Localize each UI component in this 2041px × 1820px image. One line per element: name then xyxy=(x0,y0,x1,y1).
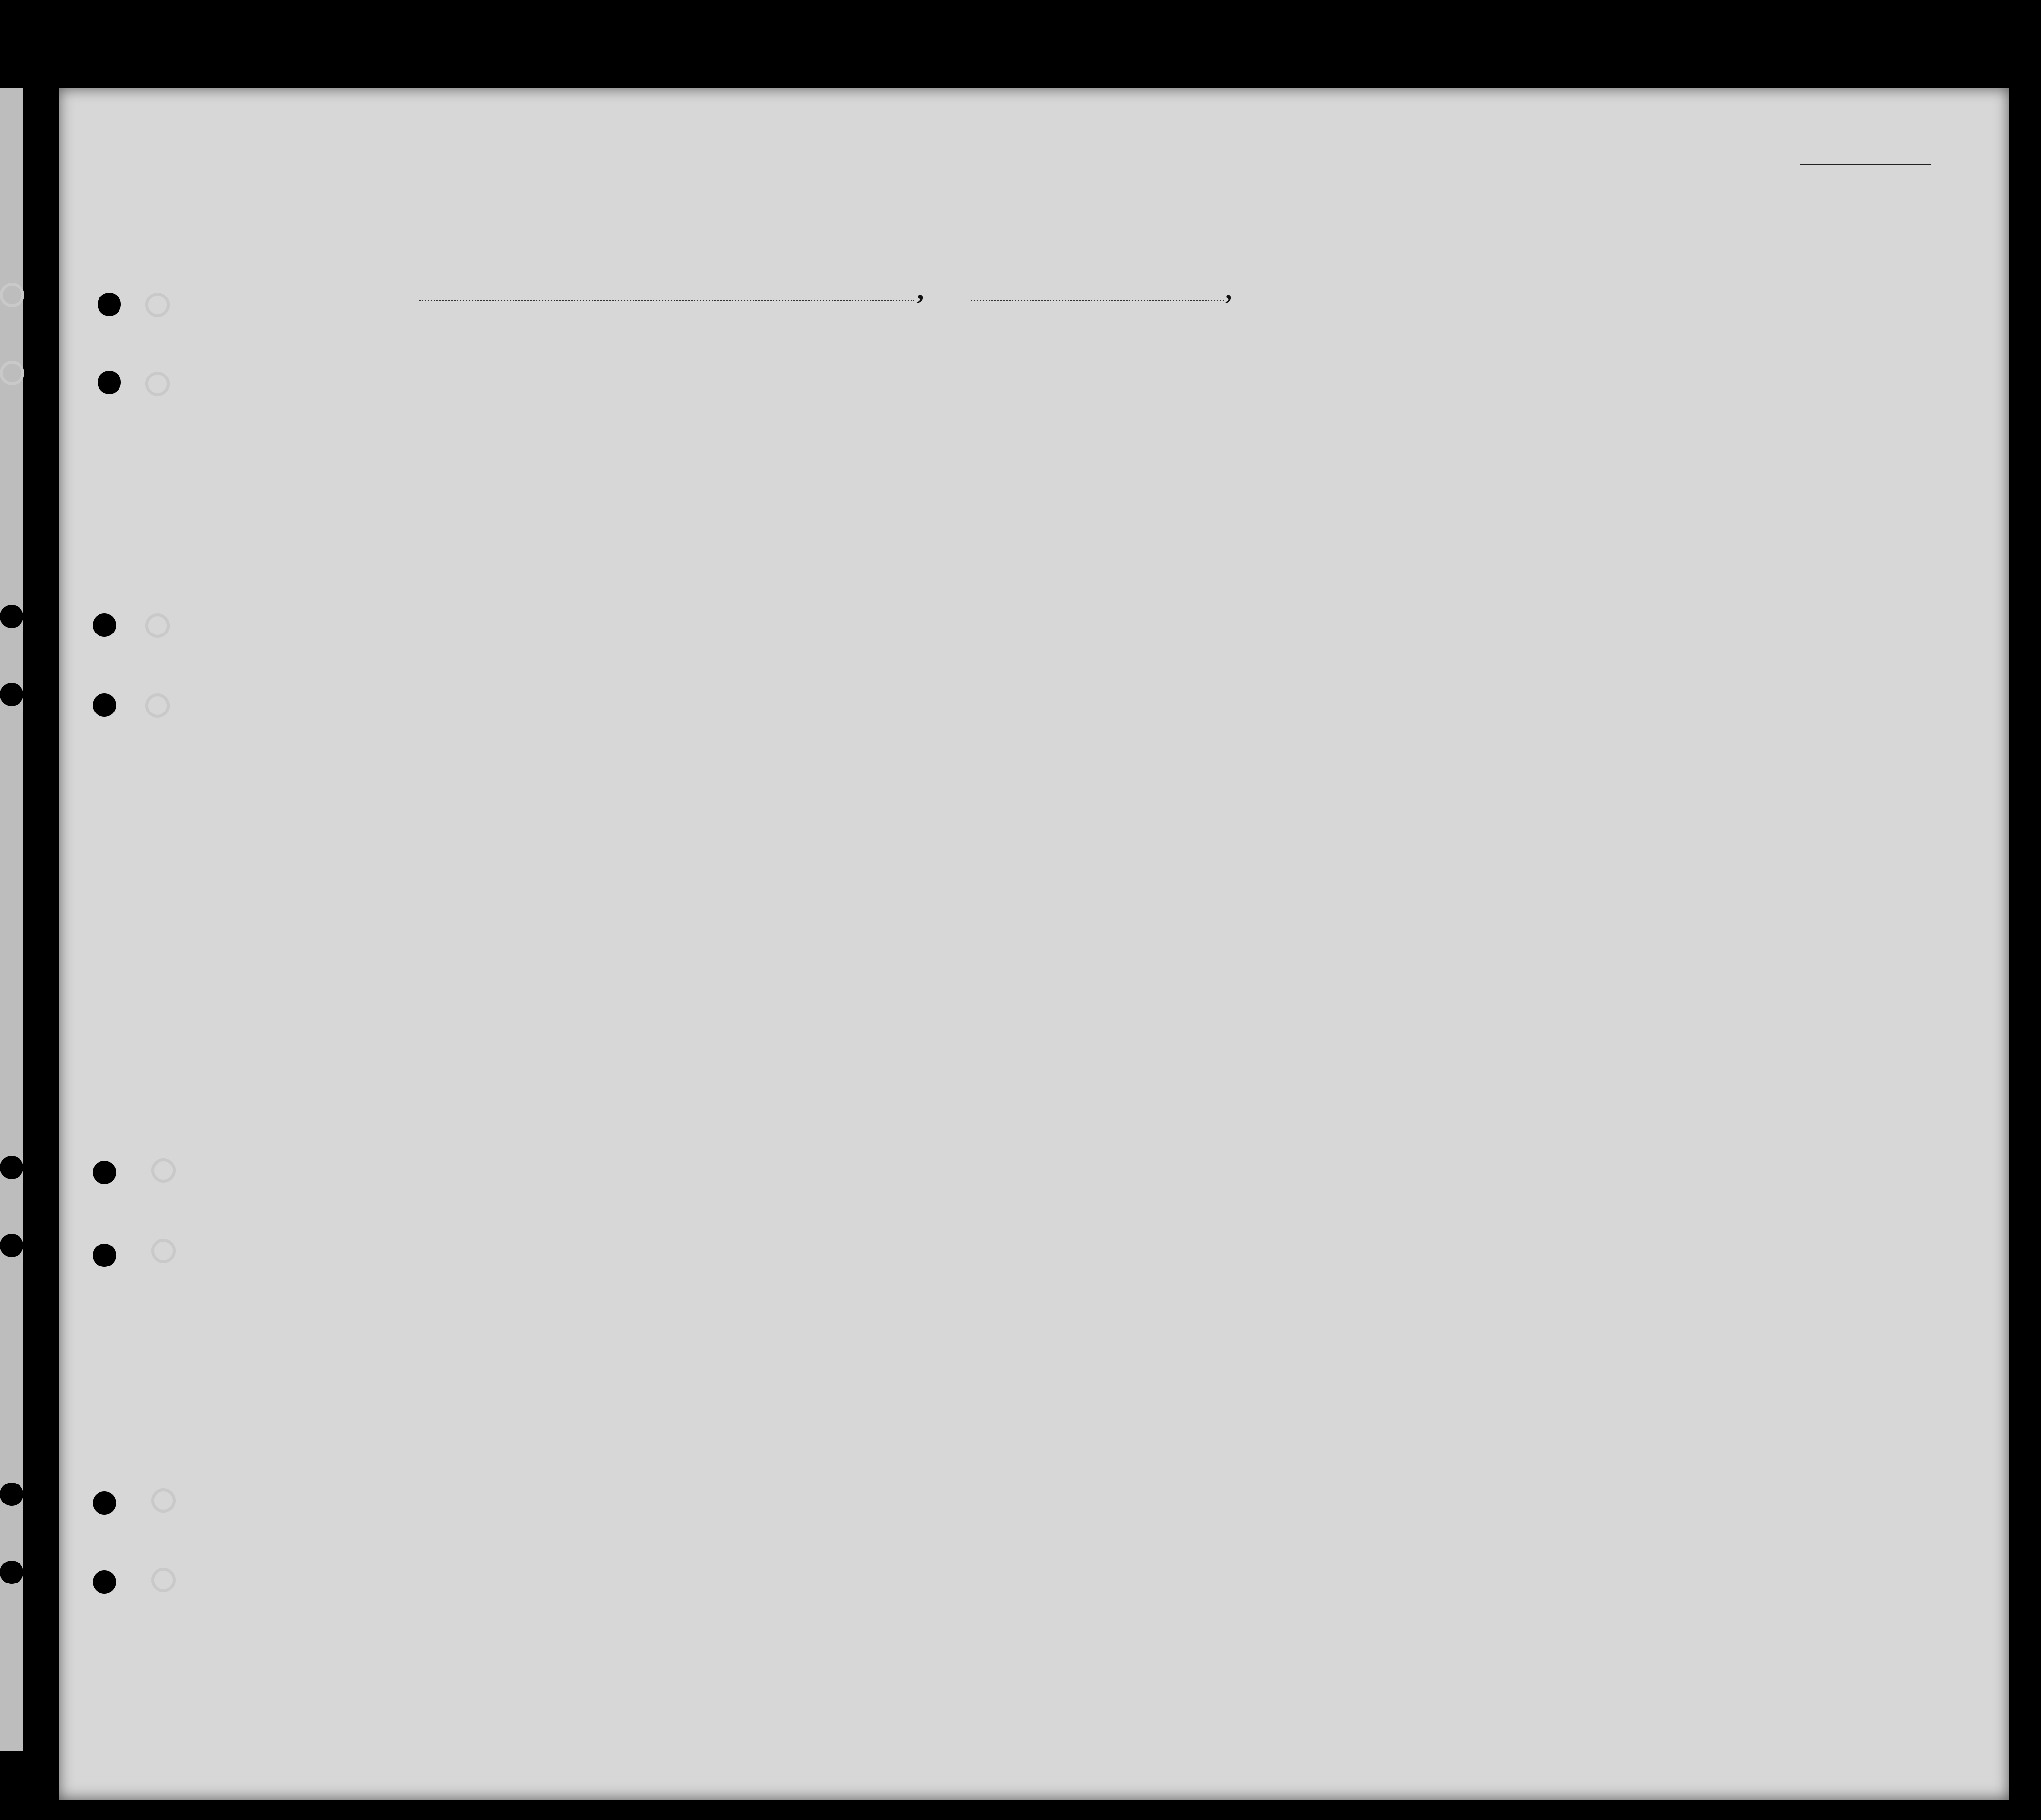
header-anarchist xyxy=(1394,356,1408,490)
header-polygamist xyxy=(1368,356,1383,490)
header-inches xyxy=(1686,439,1706,478)
header-possession-50 xyxy=(770,354,787,490)
header-question-28 xyxy=(1422,356,1451,490)
header-excluded xyxy=(1501,356,1516,490)
header-labor-offer xyxy=(1463,356,1492,490)
header-prison xyxy=(1321,356,1350,490)
header-arrested xyxy=(1526,356,1540,490)
header-purpose-return xyxy=(1216,385,1246,490)
header-ticket xyxy=(646,354,664,490)
comma: , xyxy=(1225,274,1232,305)
header-feet xyxy=(1663,439,1683,478)
header-purpose-length xyxy=(1250,385,1280,490)
header-purpose-citizen xyxy=(1285,385,1314,490)
comma: , xyxy=(917,274,924,305)
